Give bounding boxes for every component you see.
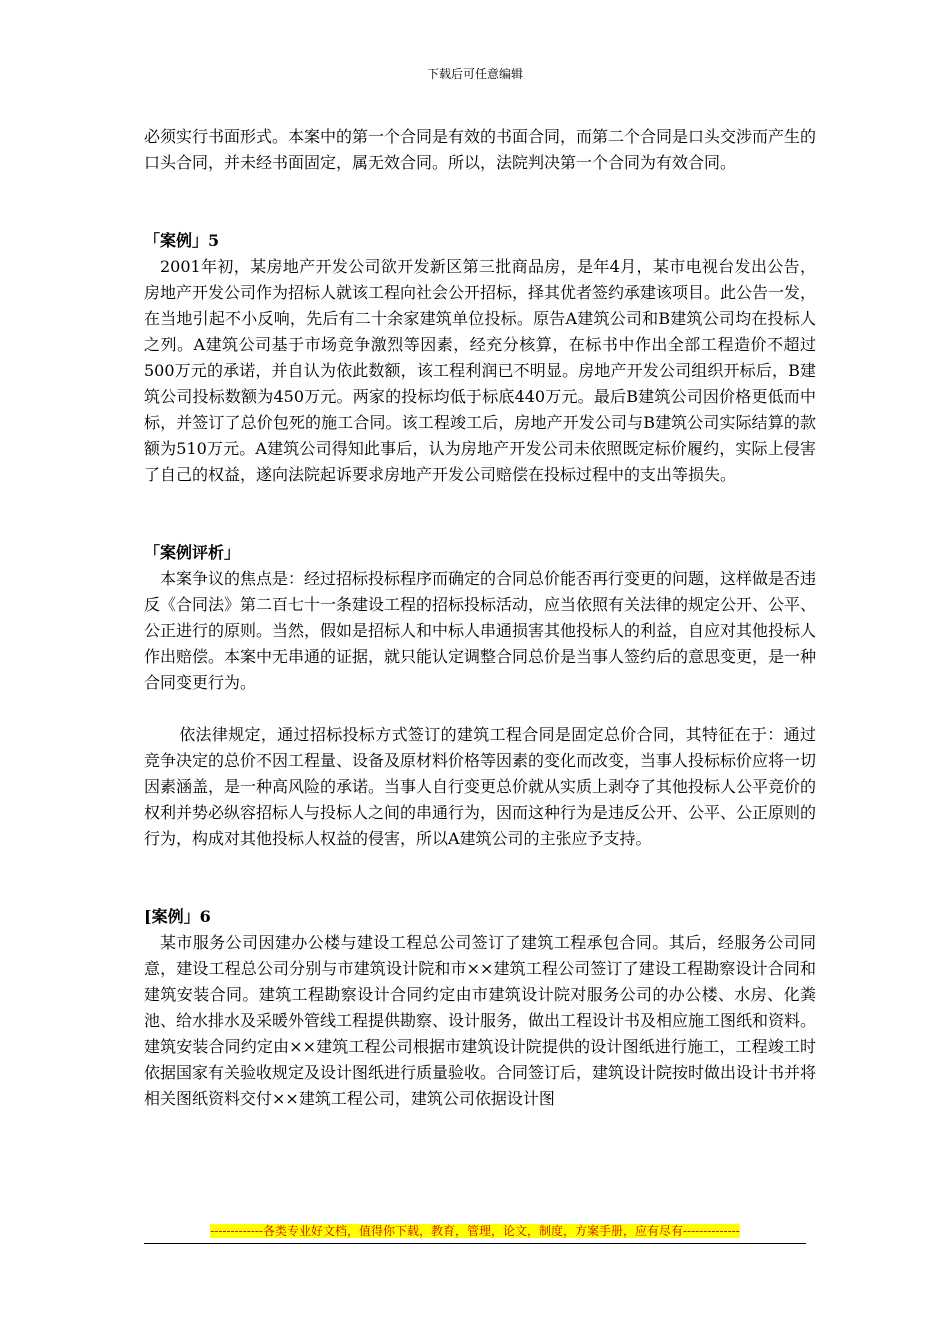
- case-analysis-heading: 「案例评析」: [144, 543, 241, 562]
- page-header: 下载后可任意编辑: [426, 67, 523, 81]
- case-5-heading: 「案例」5: [144, 231, 220, 250]
- case-6-paragraph: 某市服务公司因建办公楼与建设工程总公司签订了建筑工程承包合同。其后，经服务公司同意，建设工程总公司分别与市建筑设计院和市××建筑工程公司签订了建设工程勘察设计合同和建筑安装合同。建筑工程勘察设计合同约定由市建筑设计院对服务公司的办公楼、水房、化粪池、给水排水及采暖外管线工程提供勘察、设计服务，做出工程设计书及相应施工图纸和资料。建筑安装合同约定由××建筑工程公司根据市建筑设计院提供的设计图纸进行施工，工程竣工时依据国家有关验收规定及设计图纸进行质量验收。合同签订后，建筑设计院按时做出设计书并将相关图纸资料交付××建筑工程公司，建筑公司依据设计图: [144, 933, 817, 1108]
- spacer: [144, 696, 816, 722]
- case-analysis-paragraph-1: 本案争议的焦点是：经过招标投标程序而确定的合同总价能否再行变更的问题，这样做是否违反《合同法》第二百七十一条建设工程的招标投标活动，应当依照有关法律的规定公开、公平、公正进行的原则。当然，假如是招标人和中标人串通损害其他投标人的利益，自应对其他投标人作出赔偿。本案中无串通的证据，就只能认定调整合同总价是当事人签约后的意思变更，是一种合同变更行为。: [144, 569, 817, 692]
- paragraph-continued: 必须实行书面形式。本案中的第一个合同是有效的书面合同，而第二个合同是口头交涉而产生的口头合同，并未经书面固定，属无效合同。所以，法院判决第一个合同为有效合同。: [144, 127, 817, 172]
- case-analysis-paragraph-2: 依法律规定，通过招标投标方式签订的建筑工程合同是固定总价合同，其特征在于：通过竞争决定的总价不因工程量、设备及原材料价格等因素的变化而改变，当事人投标标价应将一切因素涵盖，是一种高风险的承诺。当事人自行变更总价就从实质上剥夺了其他投标人公平竞价的权利并势必纵容招标人与投标人之间的串通行为，因而这种行为是违反公开、公平、公正原则的行为，构成对其他投标人权益的侵害，所以A建筑公司的主张应予支持。: [144, 725, 817, 848]
- case-6-heading: [案例」6: [144, 907, 211, 926]
- page-footer: [144, 1223, 806, 1239]
- spacer: [144, 488, 816, 540]
- footer-divider: [144, 1243, 806, 1244]
- spacer: [144, 852, 816, 904]
- footer-banner-text: -------------各类专业好文档，值得你下载，教育，管理，论文，制度，方案手册，应有尽有--------------: [210, 1224, 740, 1238]
- document-body: [144, 124, 816, 1112]
- case-5-paragraph: 2001年初，某房地产开发公司欲开发新区第三批商品房，是年4月，某市电视台发出公告，房地产开发公司作为招标人就该工程向社会公开招标，择其优者签约承建该项目。此公告一发，在当地引起不小反响，先后有二十余家建筑单位投标。原告A建筑公司和B建筑公司均在投标人之列。A建筑公司基于市场竞争激烈等因素，经充分核算，在标书中作出全部工程造价不超过500万元的承诺，并自认为依此数额，该工程利润已不明显。房地产开发公司组织开标后，B建筑公司投标数额为450万元。两家的投标均低于标底440万元。最后B建筑公司因价格更低而中标，并签订了总价包死的施工合同。该工程竣工后，房地产开发公司与B建筑公司实际结算的款额为510万元。A建筑公司得知此事后，认为房地产开发公司未依照既定标价履约，实际上侵害了自己的权益，遂向法院起诉要求房地产开发公司赔偿在投标过程中的支出等损失。: [144, 257, 817, 484]
- spacer: [144, 176, 816, 228]
